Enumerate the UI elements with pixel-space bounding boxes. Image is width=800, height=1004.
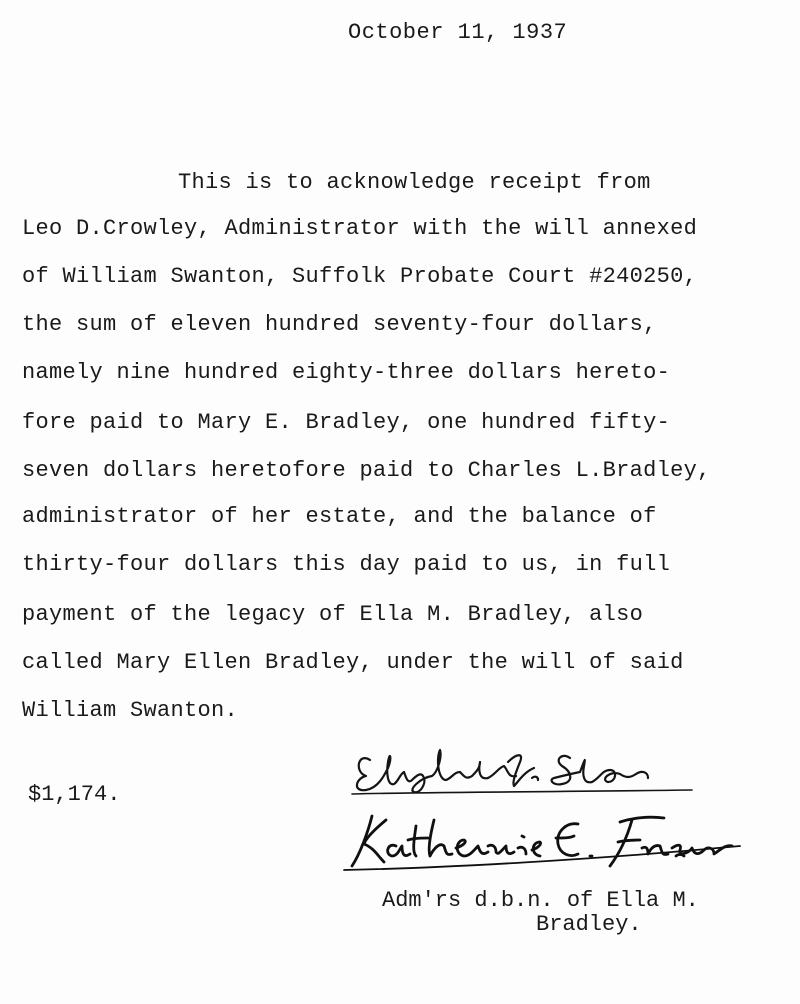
- body-line-4: the sum of eleven hundred seventy-four dollars,: [22, 312, 657, 337]
- body-line-7: seven dollars heretofore paid to Charles L.Bradley,: [22, 458, 711, 483]
- body-line-3: of William Swanton, Suffolk Probate Court #240250,: [22, 264, 698, 289]
- signature-katherine-finan: [342, 806, 742, 878]
- letter-date: October 11, 1937: [348, 20, 568, 45]
- body-line-9: thirty-four dollars this day paid to us, in full: [22, 552, 671, 577]
- body-line-11: called Mary Ellen Bradley, under the will of said: [22, 650, 684, 675]
- body-line-12: William Swanton.: [22, 698, 239, 723]
- signatory-title-line-1: Adm'rs d.b.n. of Ella M.: [382, 888, 699, 913]
- body-line-1: This is to acknowledge receipt from: [178, 170, 651, 195]
- body-line-6: fore paid to Mary E. Bradley, one hundred fifty-: [22, 410, 671, 435]
- body-line-5: namely nine hundred eighty-three dollars hereto-: [22, 360, 671, 385]
- signature-elizabeth-stone: [348, 732, 693, 802]
- body-line-2: Leo D.Crowley, Administrator with the will annexed: [22, 216, 698, 241]
- signatory-title-line-2: Bradley.: [536, 912, 642, 937]
- body-line-10: payment of the legacy of Ella M. Bradley, also: [22, 602, 644, 627]
- body-line-8: administrator of her estate, and the balance of: [22, 504, 657, 529]
- amount-total: $1,174.: [28, 782, 121, 807]
